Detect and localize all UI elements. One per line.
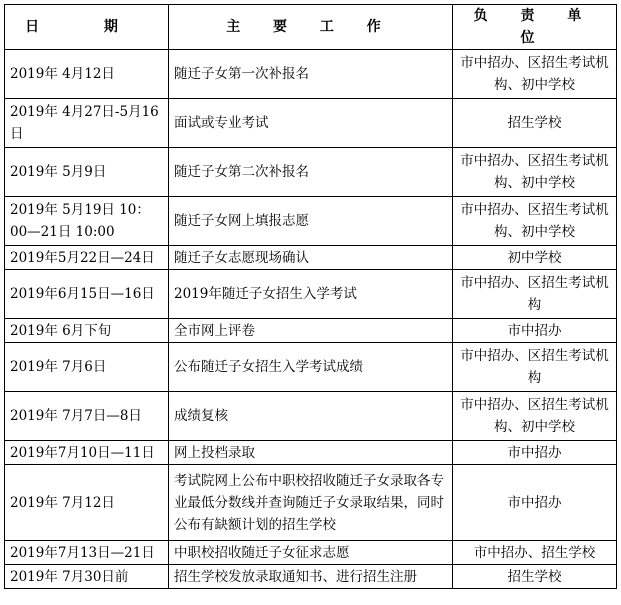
table-row (5, 99, 617, 148)
work-cell: 2019年随迁子女招生入学考试 (169, 270, 453, 319)
schedule-table (4, 4, 617, 589)
work-cell: 随迁子女志愿现场确认 (169, 246, 453, 270)
work-cell: 成绩复核 (169, 392, 453, 441)
date-cell: 2019年 5月9日 (5, 148, 169, 197)
header-unit: 负 责 单 位 (453, 5, 617, 50)
table-row (5, 319, 617, 343)
work-cell: 网上投档录取 (169, 441, 453, 465)
work-cell: 面试或专业考试 (169, 99, 453, 148)
header-work: 主 要 工 作 (169, 5, 453, 50)
work-cell: 中职校招收随迁子女征求志愿 (169, 541, 453, 565)
date-cell: 2019年 7月7日—8日 (5, 392, 169, 441)
unit-cell: 市中招办、招生学校 (453, 541, 617, 565)
table-row (5, 343, 617, 392)
date-cell: 2019年 5月19日 10：00—21日 10:00 (5, 197, 169, 246)
unit-cell: 市中招办、区招生考试机构、初中学校 (453, 148, 617, 197)
unit-cell: 市中招办、区招生考试机构 (453, 270, 617, 319)
unit-cell: 市中招办、区招生考试机构、初中学校 (453, 392, 617, 441)
table-row (5, 148, 617, 197)
unit-cell: 市中招办 (453, 319, 617, 343)
table-row (5, 270, 617, 319)
unit-cell: 市中招办、区招生考试机构、初中学校 (453, 50, 617, 99)
unit-cell: 市中招办、区招生考试机构、初中学校 (453, 197, 617, 246)
work-cell: 随迁子女网上填报志愿 (169, 197, 453, 246)
table-row (5, 246, 617, 270)
table-row (5, 197, 617, 246)
date-cell: 2019年7月10日—11日 (5, 441, 169, 465)
table-row (5, 565, 617, 589)
unit-cell: 招生学校 (453, 99, 617, 148)
table-row (5, 465, 617, 541)
date-cell: 2019年 6月下旬 (5, 319, 169, 343)
date-cell: 2019年 7月12日 (5, 465, 169, 541)
work-cell: 公布随迁子女招生入学考试成绩 (169, 343, 453, 392)
header-row (5, 5, 617, 50)
date-cell: 2019年5月22日—24日 (5, 246, 169, 270)
work-cell: 全市网上评卷 (169, 319, 453, 343)
date-cell: 2019年 4月12日 (5, 50, 169, 99)
unit-cell: 初中学校 (453, 246, 617, 270)
date-cell: 2019年7月13日—21日 (5, 541, 169, 565)
date-cell: 2019年 7月6日 (5, 343, 169, 392)
table-row (5, 441, 617, 465)
table-row (5, 541, 617, 565)
date-cell: 2019年 4月27日-5月16日 (5, 99, 169, 148)
unit-cell: 市中招办、区招生考试机构 (453, 343, 617, 392)
date-cell: 2019年6月15日—16日 (5, 270, 169, 319)
unit-cell: 市中招办 (453, 441, 617, 465)
work-cell: 随迁子女第一次补报名 (169, 50, 453, 99)
work-cell: 考试院网上公布中职校招收随迁子女录取各专业最低分数线并查询随迁子女录取结果，同时公布有缺额计划的招生学校 (169, 465, 453, 541)
work-cell: 招生学校发放录取通知书、进行招生注册 (169, 565, 453, 589)
unit-cell: 招生学校 (453, 565, 617, 589)
date-cell: 2019年 7月30日前 (5, 565, 169, 589)
header-date: 日 期 (5, 5, 169, 50)
table-row (5, 392, 617, 441)
table-row (5, 50, 617, 99)
work-cell: 随迁子女第二次补报名 (169, 148, 453, 197)
unit-cell: 市中招办 (453, 465, 617, 541)
